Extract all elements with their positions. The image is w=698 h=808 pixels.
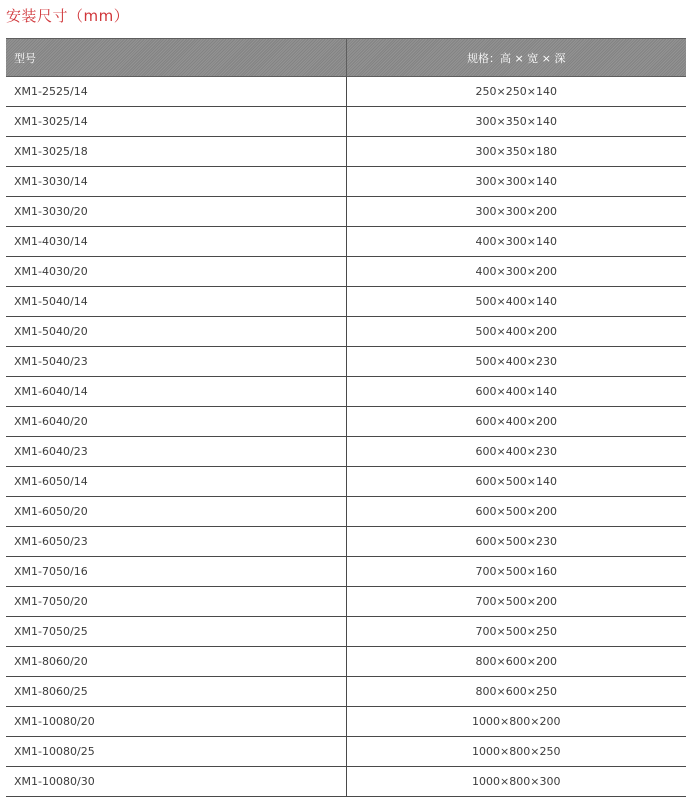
size-cell: 400×300×200 (346, 257, 686, 287)
model-cell: XM1-4030/14 (6, 227, 346, 257)
model-cell: XM1-3030/14 (6, 167, 346, 197)
model-cell: XM1-7050/25 (6, 617, 346, 647)
model-cell: XM1-10080/30 (6, 767, 346, 797)
page-title: 安装尺寸（mm） (6, 7, 130, 25)
table-header-row (6, 39, 686, 77)
size-cell: 500×400×230 (346, 347, 686, 377)
table-row (6, 587, 686, 617)
model-cell: XM1-8060/25 (6, 677, 346, 707)
model-cell: XM1-8060/20 (6, 647, 346, 677)
table-row (6, 737, 686, 767)
table-row (6, 167, 686, 197)
model-cell: XM1-3030/20 (6, 197, 346, 227)
model-cell: XM1-5040/14 (6, 287, 346, 317)
column-header-spec: 规格：高 × 宽 × 深 (346, 39, 686, 77)
table-row (6, 767, 686, 797)
model-cell: XM1-7050/20 (6, 587, 346, 617)
model-cell: XM1-6050/23 (6, 527, 346, 557)
size-cell: 300×350×180 (346, 137, 686, 167)
model-cell: XM1-6040/20 (6, 407, 346, 437)
size-cell: 600×500×200 (346, 497, 686, 527)
table-row (6, 287, 686, 317)
size-cell: 500×400×200 (346, 317, 686, 347)
table-row (6, 317, 686, 347)
table-row (6, 467, 686, 497)
model-cell: XM1-6050/20 (6, 497, 346, 527)
model-cell: XM1-3025/18 (6, 137, 346, 167)
size-cell: 800×600×200 (346, 647, 686, 677)
size-cell: 300×350×140 (346, 107, 686, 137)
size-cell: 1000×800×300 (346, 767, 686, 797)
dimensions-table (6, 38, 686, 797)
size-cell: 600×500×230 (346, 527, 686, 557)
table-row (6, 707, 686, 737)
size-cell: 800×600×250 (346, 677, 686, 707)
size-cell: 600×400×200 (346, 407, 686, 437)
size-cell: 1000×800×200 (346, 707, 686, 737)
table-row (6, 347, 686, 377)
table-row (6, 227, 686, 257)
size-cell: 300×300×140 (346, 167, 686, 197)
model-cell: XM1-6040/14 (6, 377, 346, 407)
column-header-model: 型号 (6, 39, 346, 77)
table-body (6, 77, 686, 797)
model-cell: XM1-7050/16 (6, 557, 346, 587)
size-cell: 600×400×140 (346, 377, 686, 407)
table-row (6, 137, 686, 167)
size-cell: 600×400×230 (346, 437, 686, 467)
table-row (6, 197, 686, 227)
table-row (6, 527, 686, 557)
size-cell: 400×300×140 (346, 227, 686, 257)
table-row (6, 557, 686, 587)
model-cell: XM1-6050/14 (6, 467, 346, 497)
size-cell: 1000×800×250 (346, 737, 686, 767)
table-row (6, 377, 686, 407)
table-row (6, 497, 686, 527)
table-row (6, 647, 686, 677)
table-row (6, 77, 686, 107)
size-cell: 600×500×140 (346, 467, 686, 497)
table-row (6, 107, 686, 137)
model-cell: XM1-4030/20 (6, 257, 346, 287)
table-row (6, 617, 686, 647)
model-cell: XM1-5040/23 (6, 347, 346, 377)
table-row (6, 407, 686, 437)
size-cell: 700×500×250 (346, 617, 686, 647)
model-cell: XM1-6040/23 (6, 437, 346, 467)
table-row (6, 437, 686, 467)
size-cell: 300×300×200 (346, 197, 686, 227)
size-cell: 700×500×200 (346, 587, 686, 617)
size-cell: 700×500×160 (346, 557, 686, 587)
model-cell: XM1-2525/14 (6, 77, 346, 107)
table-row (6, 257, 686, 287)
size-cell: 250×250×140 (346, 77, 686, 107)
table-row (6, 677, 686, 707)
model-cell: XM1-10080/20 (6, 707, 346, 737)
model-cell: XM1-5040/20 (6, 317, 346, 347)
model-cell: XM1-10080/25 (6, 737, 346, 767)
model-cell: XM1-3025/14 (6, 107, 346, 137)
size-cell: 500×400×140 (346, 287, 686, 317)
